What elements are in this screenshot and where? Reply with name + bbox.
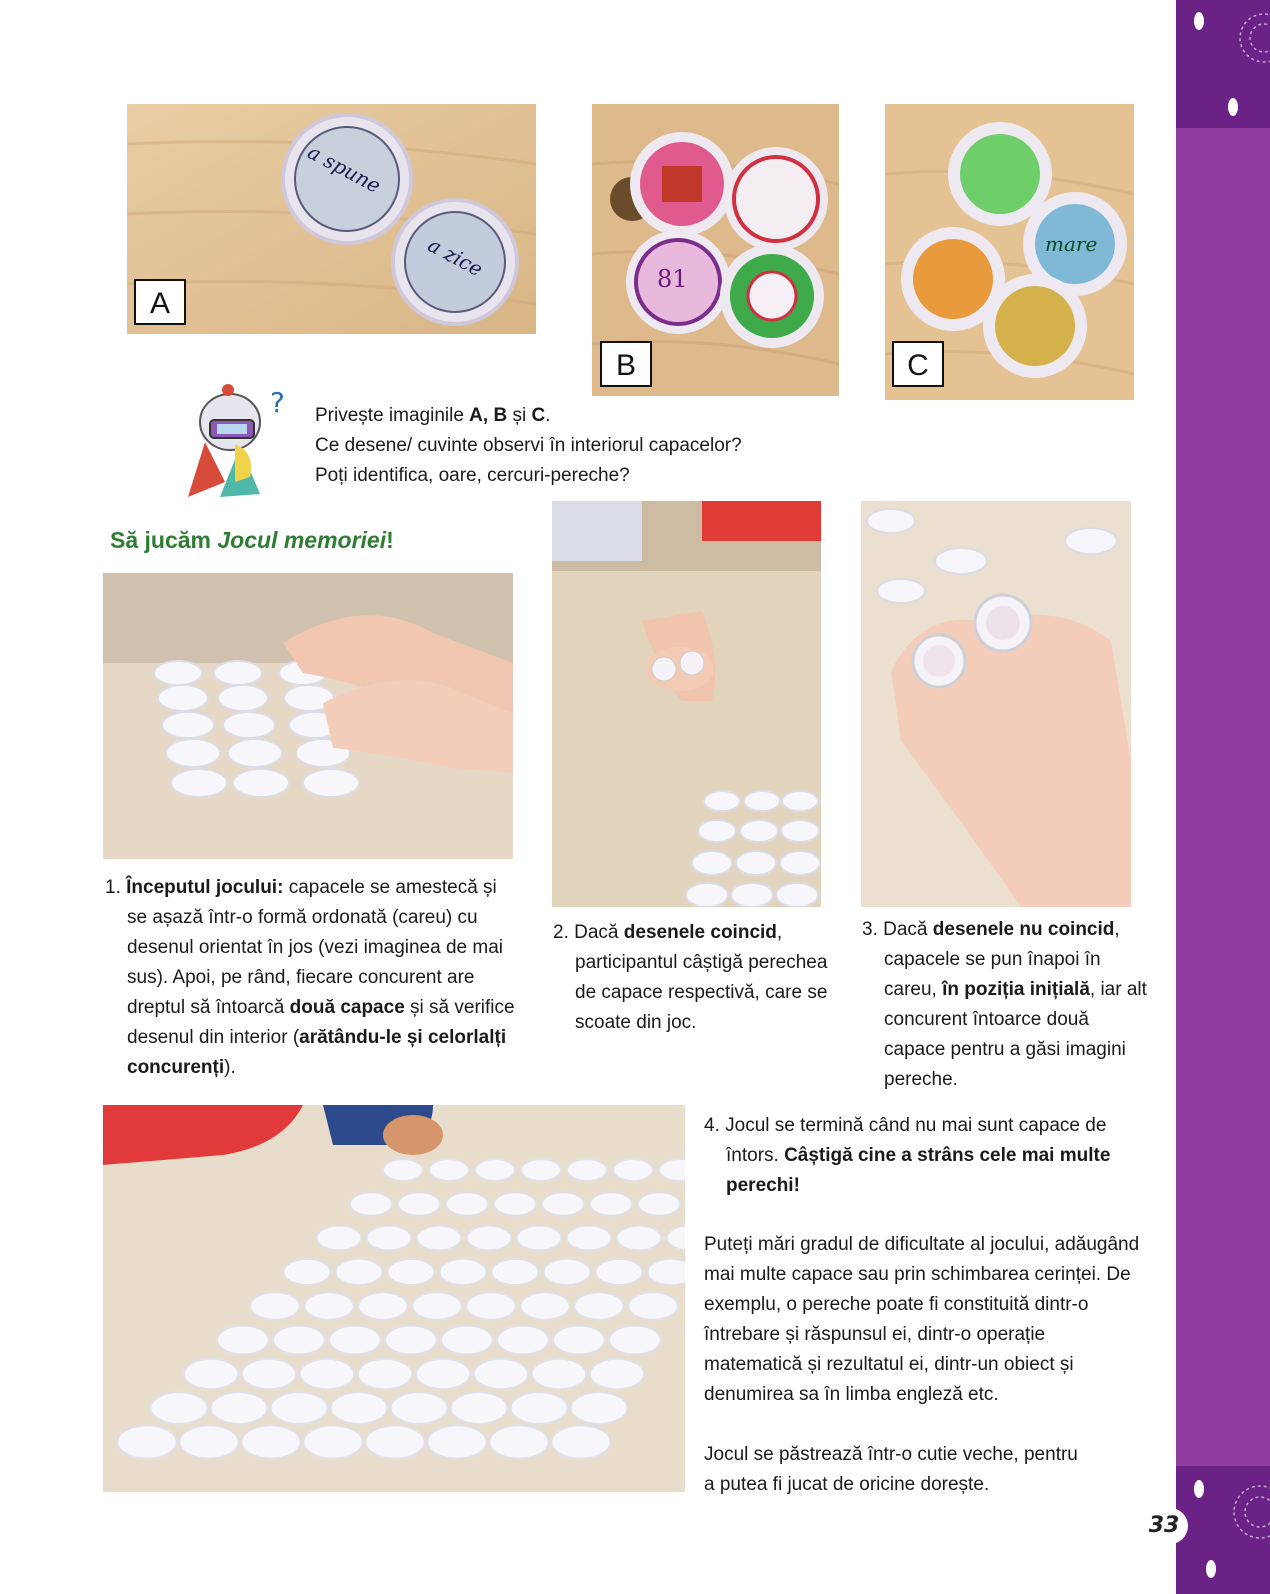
- step-2-text: 2. Dacă desenele coincid, participantul câștigă perechea de capace respectivă, care se scoate din joc.: [553, 922, 828, 1033]
- robot-mascot-illustration: [180, 382, 290, 502]
- swirl-decoration: [1224, 8, 1270, 68]
- photo-step-2: [552, 501, 821, 907]
- question-line-1: Privește imaginile A, B și C.: [315, 405, 551, 426]
- page-number: 33: [1140, 1508, 1188, 1544]
- label-c: C: [892, 341, 944, 387]
- label-a: A: [134, 279, 186, 325]
- decorative-sidebar: [1176, 0, 1270, 1594]
- dot-decoration: [1194, 12, 1204, 30]
- question-line-3: Poți identifica, oare, cercuri-pereche?: [315, 465, 630, 486]
- cap-text-a-zice: a zice: [424, 232, 487, 282]
- photo-step-3: [861, 501, 1131, 907]
- photo-a: [127, 104, 536, 334]
- storage-paragraph: Jocul se păstrează într-o cutie veche, pentru a putea fi jucat de oricine dorește.: [704, 1444, 1078, 1495]
- sidebar-top-band: [1176, 0, 1270, 128]
- difficulty-paragraph: Puteți mări gradul de dificultate al jocului, adăugând mai multe capace sau prin schimbarea cerinței. De exemplu, o pereche poate fi constituită dintr-o întrebare și răspunsul ei, dintr-o operație matematică și rezultatul ei, dintr-un obiect și denumirea sa în limba engleză etc.: [704, 1234, 1140, 1405]
- photo-step-1: [103, 573, 513, 859]
- dot-decoration: [1228, 98, 1238, 116]
- cap-text-c: mare: [1045, 232, 1098, 256]
- dot-decoration: [1206, 1560, 1216, 1578]
- svg-text:?: ?: [270, 386, 285, 419]
- sidebar-bottom-band: [1176, 1466, 1270, 1594]
- question-block: [315, 401, 815, 491]
- label-b: B: [600, 341, 652, 387]
- step-3-text: 3. Dacă desenele nu coincid, capacele se pun înapoi în careu, în poziția inițială, iar alt concurent întoarce două capace pentru a găsi imagini pereche.: [862, 919, 1147, 1090]
- dot-decoration: [1194, 1480, 1204, 1498]
- step-4-text: 4. Jocul se termină când nu mai sunt capace de întors. Câștigă cine a strâns cele mai multe perechi!: [704, 1115, 1111, 1196]
- cap-text-a-spune: a spune: [303, 139, 385, 198]
- question-line-2: Ce desene/ cuvinte observi în interiorul capacelor?: [315, 435, 742, 456]
- cap-text-b: 81: [657, 265, 688, 293]
- photo-step-4: [103, 1105, 685, 1492]
- section-title: Să jucăm Jocul memoriei!: [110, 527, 394, 553]
- swirl-decoration: [1216, 1476, 1270, 1546]
- step-1-text: 1. Începutul jocului: capacele se amestecă și se așază într-o formă ordonată (careu) cu desenul orientat în jos (vezi imaginea de mai sus). Apoi, pe rând, fiecare concurent are dreptul să întoarcă două capace și să verifice desenul din interior (arătându-le și celorlalți concurenți).: [105, 877, 515, 1078]
